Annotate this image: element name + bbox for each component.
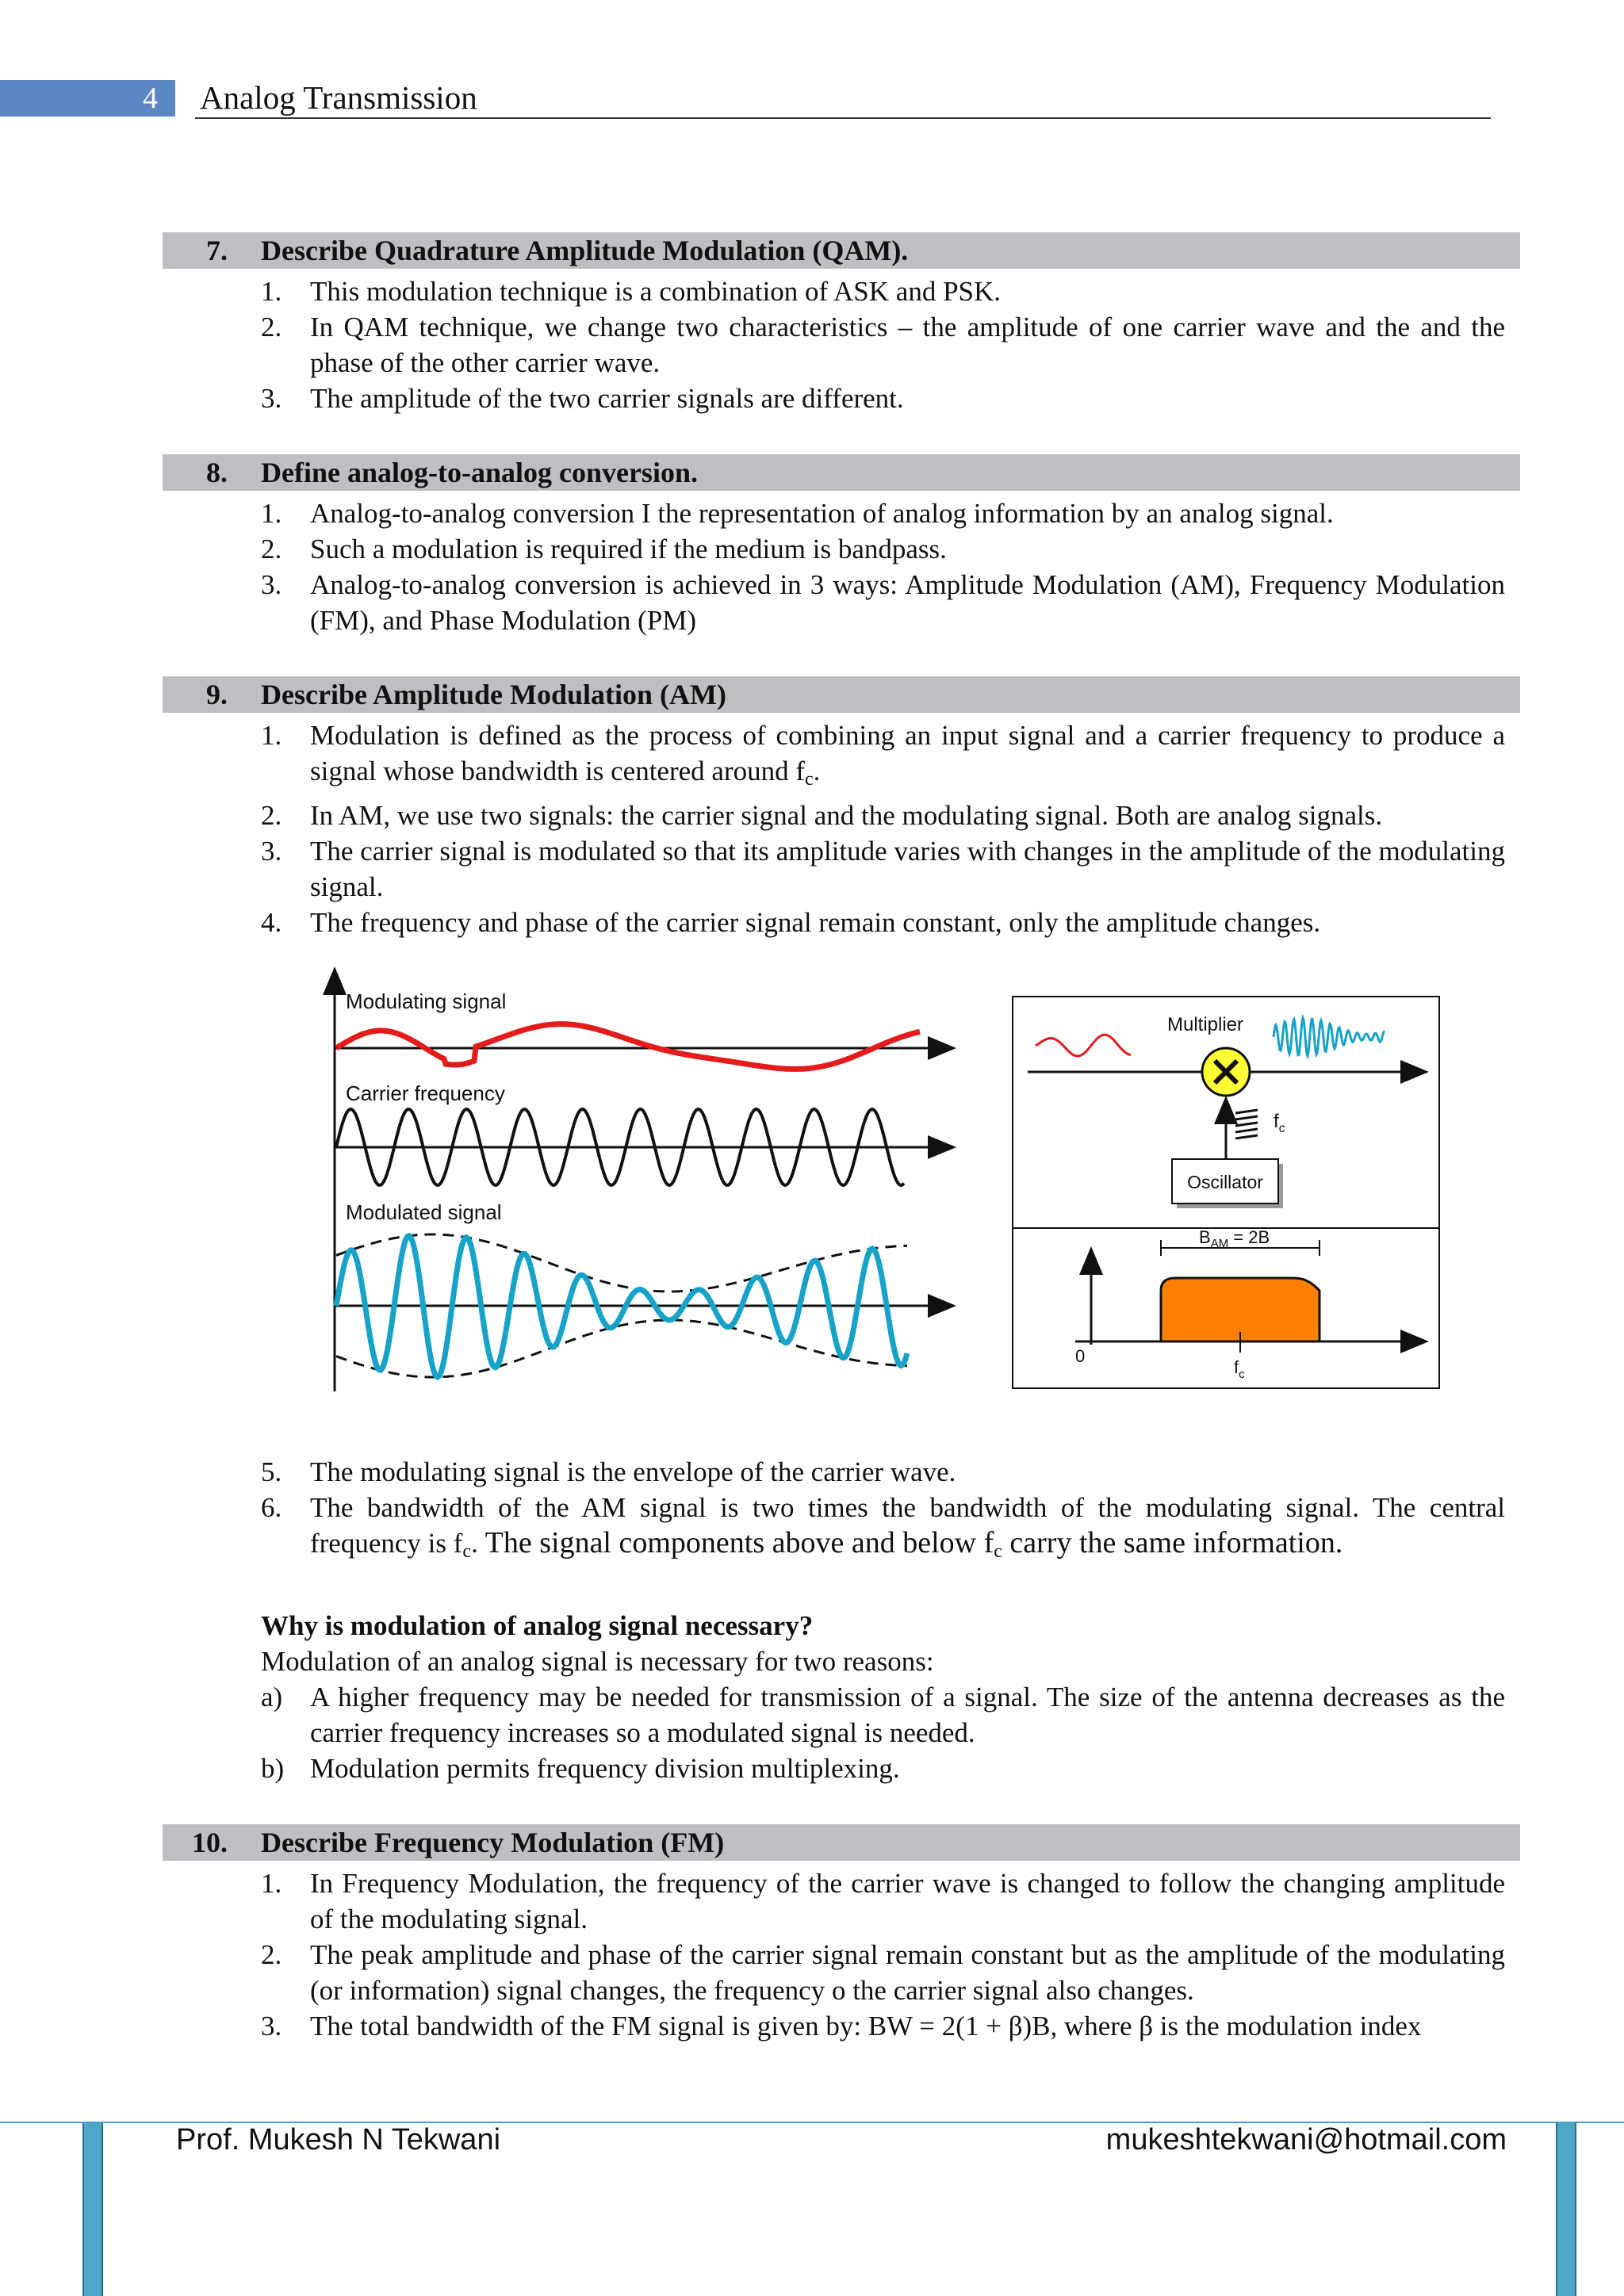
list-text: The signal components above and below f <box>477 1526 994 1559</box>
question-title: Define analog-to-analog conversion. <box>261 457 698 488</box>
list-item <box>163 1937 1505 2008</box>
list-text: The frequency and phase of the carrier signal remain constant, only the amplitude changes. <box>310 907 1321 938</box>
question-number: 10. <box>192 1827 228 1858</box>
list-number: 2. <box>261 1939 282 1970</box>
list-number: 1. <box>261 276 282 307</box>
fc-spectrum-label: $f_c$ <box>1234 1357 1245 1381</box>
question-number: 8. <box>206 457 228 488</box>
envelope-lower <box>336 1320 907 1377</box>
list-text: A higher frequency may be needed for transmission of a signal. The size of the antenna decreases as the carrier frequency increases so a modulated signal is needed. <box>310 1682 1505 1748</box>
list-number: 5. <box>261 1456 282 1487</box>
question-title: Describe Quadrature Amplitude Modulation (QAM). <box>261 235 909 266</box>
list-number: 1. <box>261 1868 282 1899</box>
list-text: . <box>813 756 821 786</box>
list-item <box>163 2008 1505 2044</box>
header-rule <box>195 117 1491 119</box>
list-item <box>163 1751 1505 1786</box>
list-number: 2. <box>261 800 282 831</box>
question-8-header <box>163 454 1520 491</box>
list-number: 1. <box>261 498 282 529</box>
list-number: a) <box>261 1682 283 1712</box>
question-10-header <box>163 1824 1520 1861</box>
list-item <box>163 1679 1505 1751</box>
list-text: Modulation is defined as the process of combining an input signal and a carrier frequency to produce a signal whose bandwidth is centered around f <box>310 720 1505 786</box>
list-item <box>163 496 1505 531</box>
zero-label: 0 <box>1075 1346 1086 1366</box>
question-number: 9. <box>206 679 228 710</box>
question-9-header <box>163 676 1520 713</box>
list-text: This modulation technique is a combination of ASK and PSK. <box>310 276 1002 307</box>
question-title: Describe Amplitude Modulation (AM) <box>261 679 726 710</box>
bandwidth-label: $B_{AM} = 2B$ <box>1199 1227 1270 1250</box>
list-text: Modulation permits frequency division multiplexing. <box>310 1753 900 1784</box>
list-text: In Frequency Modulation, the frequency of the carrier wave is changed to follow the changing amplitude of the modulating signal. <box>310 1868 1505 1934</box>
subscript: c <box>462 1541 472 1562</box>
page-header-title: Analog Transmission <box>200 79 477 116</box>
footer-author: Prof. Mukesh N Tekwani <box>176 2123 501 2156</box>
page-number: 4 <box>0 80 175 117</box>
list-text: Analog-to-analog conversion I the representation of analog information by an analog signal. <box>310 498 1334 529</box>
footer-left-bar <box>82 2123 103 2296</box>
list-text: The bandwidth of the AM signal is two times the bandwidth of the modulating signal. The central frequency is f <box>310 1492 1505 1559</box>
modulated-signal-label: Modulated signal <box>346 1200 502 1224</box>
list-number: 6. <box>261 1492 282 1523</box>
subscript: c <box>994 1541 1002 1562</box>
list-number: 1. <box>261 720 282 751</box>
list-item <box>163 718 1505 798</box>
list-text: The peak amplitude and phase of the carrier signal remain constant but as the amplitude of the modulating (or information) signal changes, the frequency o the carrier signal also changes. <box>310 1939 1505 2006</box>
question-7-header <box>163 232 1520 269</box>
list-number: b) <box>261 1753 285 1784</box>
list-text: In AM, we use two signals: the carrier signal and the modulating signal. Both are analog signals. <box>310 800 1383 831</box>
list-number: 2. <box>261 312 282 342</box>
list-text: . <box>471 1528 478 1559</box>
list-text: The total bandwidth of the FM signal is given by: BW = 2(1 + β)B, where β is the modulation index <box>310 2011 1422 2042</box>
modulating-signal-label: Modulating signal <box>346 989 507 1013</box>
list-item <box>163 1866 1505 1937</box>
list-item <box>163 1454 1505 1490</box>
fc-label: $f_c$ <box>1274 1111 1285 1135</box>
why-intro: Modulation of an analog signal is necessary for two reasons: <box>261 1646 934 1677</box>
list-text: The modulating signal is the envelope of the carrier wave. <box>310 1456 956 1487</box>
list-number: 3. <box>261 383 282 414</box>
list-text: In QAM technique, we change two characteristics – the amplitude of one carrier wave and the and the phase of the other carrier wave. <box>310 312 1505 378</box>
multiplier-label: Multiplier <box>1167 1014 1244 1035</box>
list-item <box>163 274 1505 309</box>
list-number: 3. <box>261 569 282 600</box>
list-item <box>163 567 1505 638</box>
list-number: 3. <box>261 2011 282 2042</box>
list-item <box>163 309 1505 381</box>
list-text: The carrier signal is modulated so that its amplitude varies with changes in the amplitude of the modulating signal. <box>310 836 1505 902</box>
why-title: Why is modulation of analog signal necessary? <box>261 1610 814 1641</box>
list-item <box>163 833 1505 905</box>
list-text: Analog-to-analog conversion is achieved in 3 ways: Amplitude Modulation (AM), Frequency Modulation (FM), and Phase Modulation (PM) <box>310 569 1505 636</box>
subscript: c <box>805 769 814 790</box>
carrier-frequency-label: Carrier frequency <box>346 1081 505 1105</box>
footer-email: mukeshtekwani@hotmail.com <box>1105 2123 1507 2156</box>
list-text: Such a modulation is required if the medium is bandpass. <box>310 534 947 564</box>
footer-right-bar <box>1556 2123 1576 2296</box>
list-number: 4. <box>261 907 282 938</box>
question-number: 7. <box>206 235 228 266</box>
list-item <box>163 531 1505 567</box>
list-item <box>163 905 1505 940</box>
list-item <box>163 1490 1505 1570</box>
list-number: 3. <box>261 836 282 867</box>
list-item <box>163 798 1505 833</box>
list-item <box>163 381 1505 416</box>
list-text: carry the same information. <box>1002 1526 1343 1559</box>
list-text: The amplitude of the two carrier signals are different. <box>310 383 904 414</box>
am-waveforms-figure <box>317 963 975 1393</box>
list-number: 2. <box>261 534 282 564</box>
am-block-diagram <box>1012 996 1440 1389</box>
question-title: Describe Frequency Modulation (FM) <box>261 1827 725 1858</box>
oscillator-label: Oscillator <box>1187 1172 1263 1192</box>
modulating-wave <box>336 1024 920 1070</box>
